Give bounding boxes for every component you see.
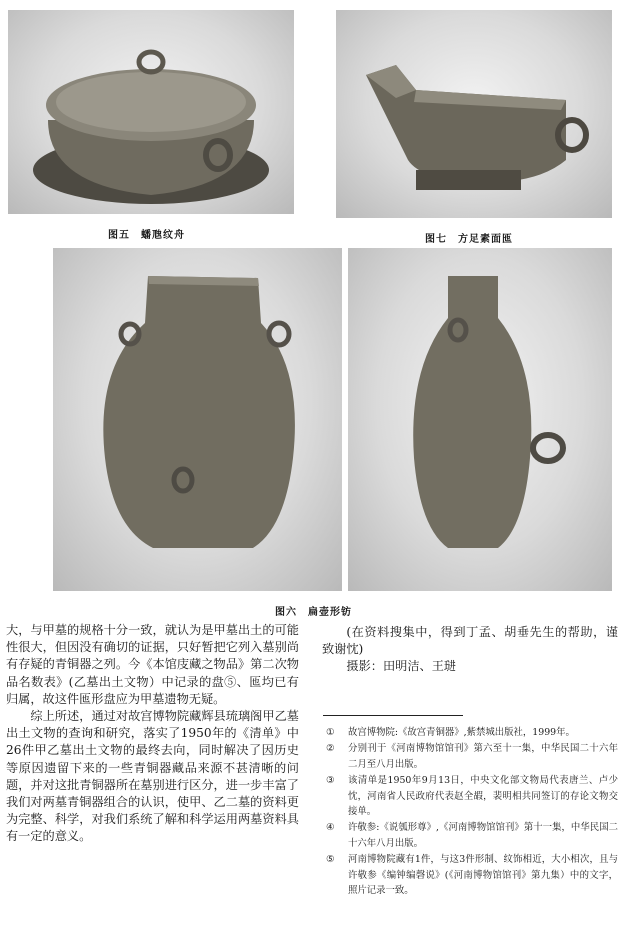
footnote-text: 故宫博物院:《故宫青铜器》,紫禁城出版社，1999年。	[348, 727, 575, 738]
figure-7-caption: 图七 方足素面匜	[425, 234, 513, 245]
footnote-4	[326, 820, 618, 851]
main-text-column	[6, 622, 299, 846]
footnote-number: ②	[326, 743, 335, 755]
footnote-2	[326, 741, 618, 772]
notes-divider	[323, 715, 463, 716]
footnote-number: ①	[326, 727, 335, 738]
bronze-vessel-zhou-image	[8, 10, 294, 214]
figure-5-caption: 图五 蟠虺纹舟	[108, 230, 185, 241]
figure-6-photo-front	[53, 248, 342, 591]
bronze-flat-pot-side-image	[348, 248, 612, 591]
figure-5-photo	[8, 10, 294, 214]
figure-6-caption: 图六 扁壶形钫	[275, 607, 352, 618]
footnote-number: ⑤	[326, 854, 335, 866]
bronze-flat-pot-front-image	[53, 248, 342, 591]
bronze-vessel-yi-image	[336, 10, 612, 218]
photography-credit: 摄影：田明洁、王琎	[346, 659, 457, 674]
acknowledgment-text: (在资料搜集中，得到丁孟、胡垂先生的帮助，谨致谢忱)	[322, 625, 618, 657]
figure-7-photo	[336, 10, 612, 218]
figure-6-photo-side	[348, 248, 612, 591]
footnote-text: 许敬参:《说瓠形尊》,《河南博物馆馆刊》第十一集，中华民国二十六年八月出版。	[348, 822, 618, 849]
footnote-5	[326, 852, 618, 898]
footnotes	[326, 725, 618, 899]
footnote-1	[326, 725, 618, 740]
footnote-number: ③	[326, 775, 335, 787]
paragraph-1: 大，与甲墓的规格十分一致，就认为是甲墓出土的可能性很大，但因没有确切的证据，只好暂把它列入墓别尚有存疑的青铜器之列。今《本馆庋藏之物品》第二次物品名数表》(乙墓出土文物）中记录的盘⑤、匜均已有归属，故这件匜形盘应为甲墓遗物无疑。	[6, 623, 299, 706]
footnote-text: 河南博物院藏有1件，与这3件形制、纹饰相近，大小相次，且与许敬参《编钟编磬说》(《河南博物馆馆刊》第九集）中的文字，照片记录一致。	[348, 854, 618, 897]
footnote-text: 该清单是1950年9月13日，中央文化部文物局代表唐兰、卢少忱，河南省人民政府代表赵全嘏，裴明相共同签订的存论文物交接单。	[348, 775, 618, 818]
footnote-3	[326, 773, 618, 819]
footnote-text: 分别刊于《河南博物馆馆刊》第六至十一集，中华民国二十六年二月至八月出版。	[348, 743, 618, 770]
acknowledgment-block	[322, 624, 618, 676]
paragraph-2: 综上所述，通过对故宫博物院藏辉县琉璃阁甲乙墓出土文物的查询和研究，落实了1950年的《清单》中26件甲乙墓出土文物的最终去向，同时解决了因历史等原因遗留下来的一些青铜器藏品来源不甚清晰的问题，并对这批青铜器所在墓别进行区分，进一步丰富了我们对两墓青铜器组合的认识，使甲、乙二墓的资料更为完整、科学，对我们系统了解和科学运用两墓资料具有一定的意义。	[6, 709, 299, 844]
footnote-number: ④	[326, 822, 335, 834]
